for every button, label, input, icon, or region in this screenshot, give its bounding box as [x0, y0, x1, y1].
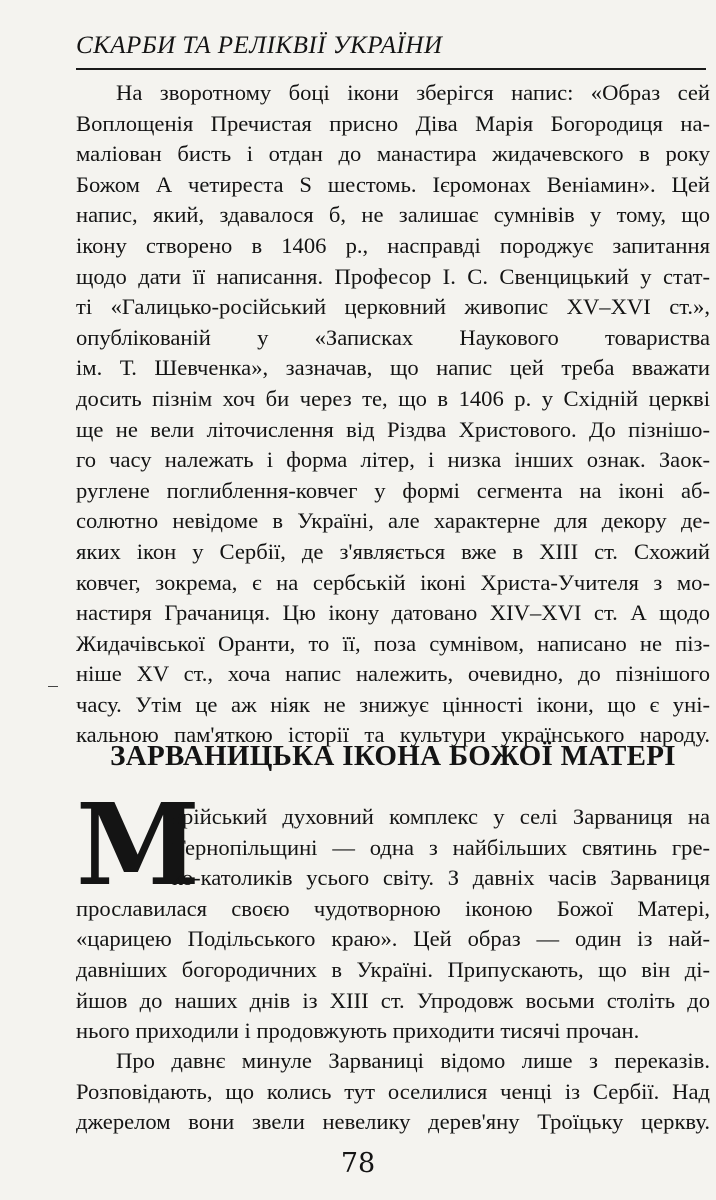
text-line: Жидачівської Оранти, то її, поза сумнівом, написано не пiз-	[76, 630, 710, 656]
text-line: ікону створено в 1406 р., насправді породжує запитання	[76, 232, 710, 258]
text-line: Тернопільщині — одна з найбільших святинь гре-	[172, 834, 710, 860]
text-line: нього приходили і продовжують приходити тисячі прочан.	[76, 1018, 640, 1044]
text-line: настиря Грачаниця. Цю ікону датовано XIV–XVI ст. А щодо	[76, 600, 710, 626]
text-line: опублікованій у «Записках Наукового товариства	[76, 324, 710, 350]
text-line: ті «Галицько-російський церковний живопис XV–XVI ст.»,	[76, 294, 710, 320]
text-line: давніших богородичних в Україні. Припускають, що він ді-	[76, 956, 710, 982]
text-line: кальною пам'яткою історії та культури українського народу.	[76, 722, 710, 748]
text-line: ко-католиків усього світу. З давніх часів Зарваниця	[172, 865, 710, 891]
drop-cap: М	[76, 780, 200, 911]
text-line: яких ікон у Сербії, де з'являється вже в XIII ст. Схожий	[76, 538, 710, 564]
text-line: Розповідають, що колись тут оселилися ченці із Сербії. Над	[76, 1078, 710, 1104]
header-rule	[76, 68, 706, 70]
text-line: часу. Утім це аж ніяк не знижує цінності ікони, що є уні-	[76, 691, 710, 717]
text-line: щодо дати її написання. Професор І. С. Свенцицький у стат-	[76, 263, 710, 289]
text-line: На зворотному боці ікони зберігся напис: «Образ сей	[116, 80, 710, 105]
paragraph-3	[76, 1046, 710, 1138]
text-line: джерелом вони звели невелику дерев'яну Троїцьку церкву.	[76, 1109, 710, 1135]
text-line: Воплощенія Пречистая присно Діва Марія Богородиця на-	[76, 110, 710, 136]
text-line: йшов до наших днів із XIII ст. Упродовж восьми століть до	[76, 987, 710, 1013]
text-line: солютно невідоме в Україні, але характерне для декору де-	[76, 508, 710, 534]
text-line: досить пізнім хоч би через те, що в 1406 р. у Східній церкві	[76, 385, 710, 411]
paragraph-1	[76, 78, 710, 751]
text-line: ім. Т. Шевченка», зазначав, що напис цей треба вважати	[76, 355, 710, 381]
text-line: ніше XV ст., хоча напис належить, очевидно, до пізнішого	[76, 661, 710, 687]
text-line: руглене поглиблення-ковчег у формі сегмента на іконі аб-	[76, 477, 710, 503]
margin-mark	[48, 686, 58, 687]
text-line: малiован бисть і отдан до манастира жидачевского в року	[76, 141, 710, 167]
text-line: Про давнє минуле Зарваниці відомо лише з переказів.	[116, 1048, 710, 1073]
running-header: СКАРБИ ТА РЕЛІКВІЇ УКРАЇНИ	[76, 32, 443, 59]
text-line: Божом А четиреста S шестомь. Ієромонах Веніамин». Цей	[76, 171, 710, 197]
text-line: ще не вели літочислення від Різдва Христового. До пізнішо-	[76, 416, 710, 442]
page-number: 78	[340, 1148, 376, 1179]
text-line: «царицею Подільського краю». Цей образ — один із най-	[76, 926, 710, 952]
text-line: прославилася своєю чудотворною іконою Божої Матері,	[76, 895, 710, 921]
text-line: ковчег, зокрема, є на сербській іконі Христа-Учителя з мо-	[76, 569, 710, 595]
section-title: ЗАРВАНИЦЬКА ІКОНА БОЖОЇ МАТЕРІ	[110, 740, 676, 772]
text-line: арійський духовний комплекс у селі Зарваниця на	[172, 804, 710, 829]
paragraph-2	[76, 802, 710, 1047]
text-line: напис, який, здавалося б, не залишає сумнівів у тому, що	[76, 202, 710, 228]
text-line: го часу належать і форма літер, і низка інших ознак. Заок-	[76, 447, 710, 473]
